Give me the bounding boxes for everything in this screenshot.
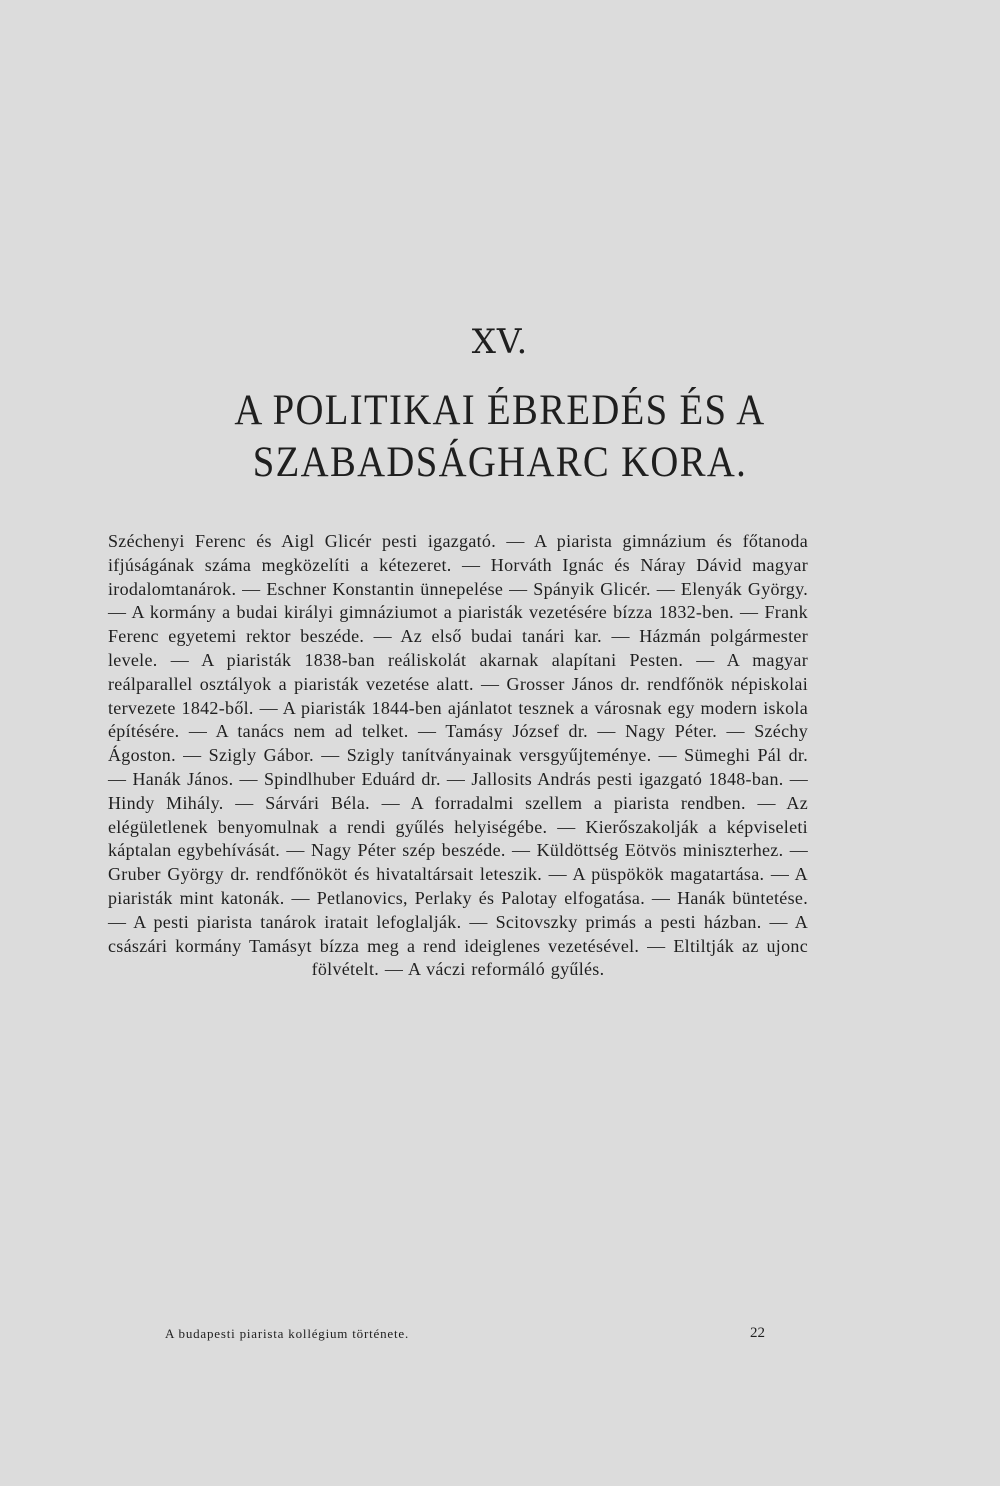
chapter-title: A POLITIKAI ÉBREDÉS ÉS A SZABADSÁGHARC KORA. xyxy=(234,387,766,486)
page-number: 22 xyxy=(750,1325,765,1341)
chapter-summary: Széchenyi Ferenc és Aigl Glicér pesti igazgató. — A piarista gimnázium és főtanoda ifjúságának száma megközelíti a kétezeret. — Horváth Ignác és Náray Dávid magyar irodalomtanárok. — Eschner Konstantin ünnepelése — Spányik Glicér. — Elenyák György. — A kormány a budai királyi gimnáziumot a piaristák vezetésére bízza 1832-ben. — Frank Ferenc egyetemi rektor beszéde. — Az első budai tanári kar. — Házmán polgármester levele. — A piaristák 1838-ban reáliskolát akarnak alapítani Pesten. — A magyar reálparallel osztályok a piaristák vezetése alatt. — Grosser János dr. rendfőnök népiskolai tervezete 1842-ből. — A piaristák 1844-ben ajánlatot tesznek a városnak egy modern iskola építésére. — A tanács nem ad telket. — Tamásy József dr. — Nagy Péter. — Széchy Ágoston. — Szigly Gábor. — Szigly tanítványainak versgyűjteménye. — Sümeghi Pál dr. — Hanák János. — Spindlhuber Eduárd dr. — Jallosits András pesti igazgató 1848-ban. — Hindy Mihály. — Sárvári Béla. — A forradalmi szellem a piarista rendben. — Az elégületlenek benyomulnak a rendi gyűlés helyiségébe. — Kierőszakolják a képviseleti káptalan egybehívását. — Nagy Péter szép beszéde. — Küldöttség Eötvös miniszterhez. — Gruber György dr. rendfőnököt és hivataltársait leteszik. — A püspökök magatartása. — A piaristák mint katonák. — Petlanovics, Perlaky és Palotay elfogatása. — Hanák büntetése. — A pesti piarista tanárok iratait lefoglalják. — Scitovszky primás a pesti házban. — A császári kormány Tamásyt bízza meg a rend ideiglenes vezetésével. — Eltiltják az ujonc fölvételt. — A váczi reformáló gyűlés. xyxy=(108,531,808,980)
footer-book-title: A budapesti piarista kollégium története. xyxy=(165,1326,409,1341)
page-footer xyxy=(165,1326,765,1346)
chapter-number: XV. xyxy=(471,322,529,362)
